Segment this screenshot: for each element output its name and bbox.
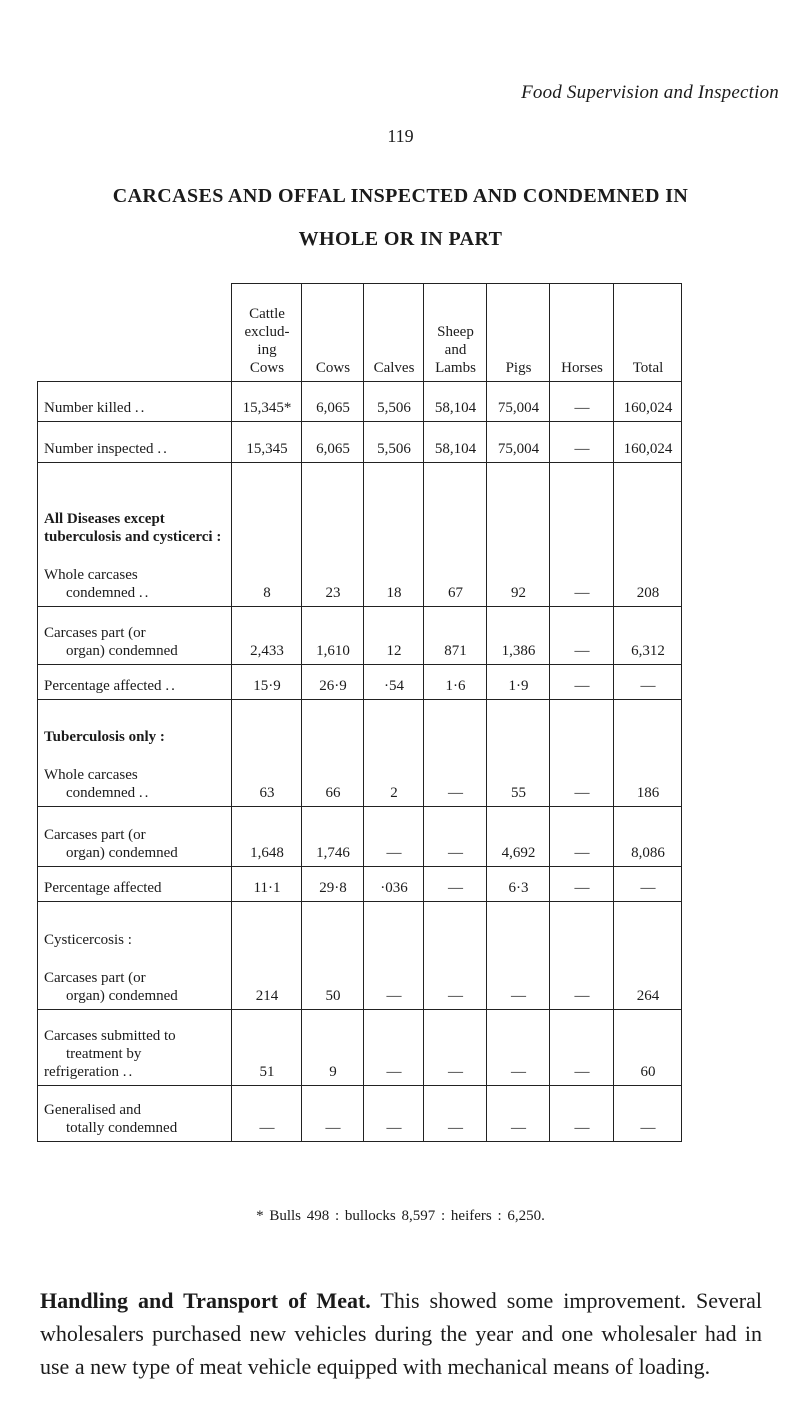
row-label: Cysticercosis : Carcases part (or organ) condemned (38, 902, 232, 1010)
row-label: Percentage affected .. (38, 665, 232, 700)
cell: 92 (487, 463, 550, 607)
cell: 8 (232, 463, 302, 607)
cell: — (424, 1086, 487, 1142)
cell: — (550, 607, 614, 665)
header-pigs: Pigs (487, 284, 550, 382)
cell: — (487, 1086, 550, 1142)
row-label: All Diseases except tuberculosis and cysticerci : Whole carcases condemned .. (38, 463, 232, 607)
cell: 1,386 (487, 607, 550, 665)
cell: 29·8 (302, 867, 364, 902)
cell: 75,004 (487, 382, 550, 422)
cell: — (364, 902, 424, 1010)
cell: — (614, 1086, 682, 1142)
cell: ·54 (364, 665, 424, 700)
cell: — (302, 1086, 364, 1142)
cell: 75,004 (487, 422, 550, 463)
cell: — (364, 807, 424, 867)
section-heading-tuberculosis: Tuberculosis only : (44, 729, 165, 745)
cell: 12 (364, 607, 424, 665)
cell: — (550, 700, 614, 807)
cell: 1,746 (302, 807, 364, 867)
cell: 160,024 (614, 422, 682, 463)
header-row (38, 284, 682, 382)
header-cattle: Cattle exclud- ing Cows (232, 284, 302, 382)
cell: — (550, 463, 614, 607)
cell: 1,610 (302, 607, 364, 665)
cell: — (424, 1010, 487, 1086)
header-sheep: Sheep and Lambs (424, 284, 487, 382)
cell: 186 (614, 700, 682, 807)
cell: 67 (424, 463, 487, 607)
inspection-table (37, 283, 682, 1142)
cell: 2,433 (232, 607, 302, 665)
cell: 160,024 (614, 382, 682, 422)
cell: 60 (614, 1010, 682, 1086)
cell: 11·1 (232, 867, 302, 902)
cell: 15,345 (232, 422, 302, 463)
page-number: 119 (387, 126, 414, 146)
row-label: Percentage affected (38, 867, 232, 902)
cell: — (424, 807, 487, 867)
cell: 26·9 (302, 665, 364, 700)
cell: — (550, 1086, 614, 1142)
row-tb-part (38, 807, 682, 867)
cell: 6·3 (487, 867, 550, 902)
cell: 51 (232, 1010, 302, 1086)
cell: — (364, 1010, 424, 1086)
cell: 6,065 (302, 422, 364, 463)
cell: — (550, 382, 614, 422)
cell: 58,104 (424, 382, 487, 422)
paragraph-body: This showed some improvement. Several wholesalers purchased new vehicles during the year and one wholesaler had in use a new type of meat vehicle equipped with mechanical means of loading. (40, 1288, 763, 1379)
row-cyst-part (38, 902, 682, 1010)
cell: 1·6 (424, 665, 487, 700)
cell: 264 (614, 902, 682, 1010)
cell: — (550, 807, 614, 867)
row-label: Number killed .. (38, 382, 232, 422)
cell: — (364, 1086, 424, 1142)
cell: 1,648 (232, 807, 302, 867)
row-label: Number inspected .. (38, 422, 232, 463)
cell: — (550, 1010, 614, 1086)
body-paragraph (40, 1284, 762, 1383)
cell: — (487, 902, 550, 1010)
cell: — (424, 902, 487, 1010)
header-horses: Horses (550, 284, 614, 382)
row-all-diseases-pct (38, 665, 682, 700)
page-title (0, 175, 801, 261)
cell: 214 (232, 902, 302, 1010)
cell: 23 (302, 463, 364, 607)
cell: 5,506 (364, 422, 424, 463)
row-number-killed (38, 382, 682, 422)
cell: ·036 (364, 867, 424, 902)
cell: 50 (302, 902, 364, 1010)
cell: — (424, 700, 487, 807)
row-number-inspected (38, 422, 682, 463)
corner-cell (38, 284, 232, 382)
cell: — (550, 422, 614, 463)
table-footnote: * Bulls 498 : bullocks 8,597 : heifers : 6,250. (256, 1208, 545, 1224)
row-all-diseases-whole (38, 463, 682, 607)
cell: 18 (364, 463, 424, 607)
cell: — (614, 867, 682, 902)
row-cyst-generalised (38, 1086, 682, 1142)
cell: 8,086 (614, 807, 682, 867)
cell: 1·9 (487, 665, 550, 700)
cell: 15·9 (232, 665, 302, 700)
row-tb-whole (38, 700, 682, 807)
cell: 871 (424, 607, 487, 665)
cell: 208 (614, 463, 682, 607)
cell: — (614, 665, 682, 700)
cell: 2 (364, 700, 424, 807)
row-label: Carcases part (or organ) condemned (38, 807, 232, 867)
cell: 4,692 (487, 807, 550, 867)
title-line-1: CARCASES AND OFFAL INSPECTED AND CONDEMNED IN (112, 185, 689, 207)
header-cows: Cows (302, 284, 364, 382)
header-calves: Calves (364, 284, 424, 382)
running-head: Food Supervision and Inspection (521, 82, 779, 103)
section-heading-cysticercosis: Cysticercosis : (44, 932, 132, 948)
cell: — (550, 665, 614, 700)
cell: — (424, 867, 487, 902)
row-label: Tuberculosis only : Whole carcases condemned .. (38, 700, 232, 807)
cell: — (232, 1086, 302, 1142)
cell: 63 (232, 700, 302, 807)
row-all-diseases-part (38, 607, 682, 665)
paragraph-heading: Handling and Transport of Meat. (40, 1288, 371, 1313)
cell: 5,506 (364, 382, 424, 422)
cell: — (550, 902, 614, 1010)
cell: 6,065 (302, 382, 364, 422)
header-total: Total (614, 284, 682, 382)
row-cyst-refrigeration (38, 1010, 682, 1086)
cell: 58,104 (424, 422, 487, 463)
row-tb-pct (38, 867, 682, 902)
row-label: Generalised and totally condemned (38, 1086, 232, 1142)
cell: 6,312 (614, 607, 682, 665)
cell: — (550, 867, 614, 902)
cell: — (487, 1010, 550, 1086)
cell: 15,345* (232, 382, 302, 422)
title-line-2: WHOLE OR IN PART (298, 228, 503, 250)
cell: 9 (302, 1010, 364, 1086)
cell: 66 (302, 700, 364, 807)
row-label: Carcases submitted to treatment by refrigeration .. (38, 1010, 232, 1086)
row-label: Carcases part (or organ) condemned (38, 607, 232, 665)
section-heading-all-diseases: All Diseases except tuberculosis and cysticerci : (44, 511, 222, 545)
cell: 55 (487, 700, 550, 807)
